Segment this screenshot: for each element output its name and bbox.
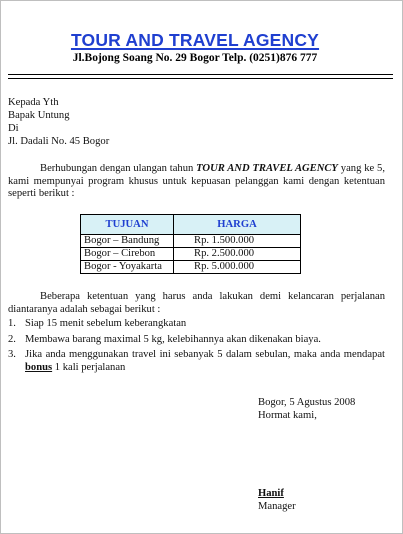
letterhead-rule-thin — [8, 78, 393, 79]
list-text: Membawa barang maximal 5 kg, kelebihannya akan dikenakan biaya. — [25, 333, 321, 345]
list-number: 3. — [8, 349, 16, 360]
intro-paragraph — [8, 163, 385, 201]
price-table-header — [81, 215, 301, 235]
intro-company: TOUR AND TRAVEL AGENCY — [196, 163, 338, 174]
recipient-line-3: Di — [8, 123, 19, 134]
recipient-line-2: Bapak Untung — [8, 110, 70, 121]
recipient-line-4: Jl. Dadali No. 45 Bogor — [8, 136, 110, 147]
cell-harga: Rp. 1.500.000 — [174, 235, 301, 248]
list-text-after: 1 kali perjalanan — [52, 361, 126, 373]
conditions-list — [8, 318, 385, 377]
company-title: TOUR AND TRAVEL AGENCY — [70, 30, 320, 50]
list-text-before: Jika anda menggunakan travel ini sebanyak 5 dalam sebulan, maka anda mendapat — [25, 349, 385, 360]
table-row — [81, 235, 301, 248]
cell-tujuan: Bogor – Cirebon — [81, 248, 174, 261]
recipient-line-1: Kepada Yth — [8, 97, 59, 108]
letterhead-rule-thick — [8, 74, 393, 75]
conditions-intro — [8, 291, 385, 316]
cell-harga: Rp. 5.000.000 — [174, 261, 301, 274]
list-item — [8, 334, 385, 347]
bonus-text: bonus — [25, 361, 53, 373]
intro-before: Berhubungan dengan ulangan tahun — [40, 163, 197, 174]
place-date: Bogor, 5 Agustus 2008 — [258, 397, 356, 408]
list-text: Siap 15 menit sebelum keberangkatan — [25, 318, 187, 329]
list-number: 1. — [8, 318, 16, 329]
header-tujuan: TUJUAN — [81, 215, 174, 235]
table-row — [81, 261, 301, 274]
company-address: Jl.Bojong Soang No. 29 Bogor Telp. (0251)876 777 — [72, 52, 318, 64]
header-harga: HARGA — [174, 215, 301, 235]
list-number: 2. — [8, 333, 16, 345]
list-item — [8, 318, 385, 331]
conditions-intro-text: Beberapa ketentuan yang harus anda lakukan demi kelancaran perjalanan diantaranya adalah sebagai berikut : — [8, 291, 385, 315]
intro-after: yang ke 5, kami mempunyai program khusus untuk kepuasan pelanggan kami dengan ketentuan seperti berikut : — [8, 163, 386, 199]
closing-greeting: Hormat kami, — [258, 410, 317, 421]
cell-tujuan: Bogor – Bandung — [81, 235, 174, 248]
signer-name: Hanif — [258, 488, 284, 499]
cell-tujuan: Bogor - Yoyakarta — [81, 261, 174, 274]
cell-harga: Rp. 2.500.000 — [174, 248, 301, 261]
list-item — [8, 349, 385, 374]
table-row — [81, 248, 301, 261]
price-table — [80, 214, 301, 274]
signer-position: Manager — [258, 501, 296, 512]
